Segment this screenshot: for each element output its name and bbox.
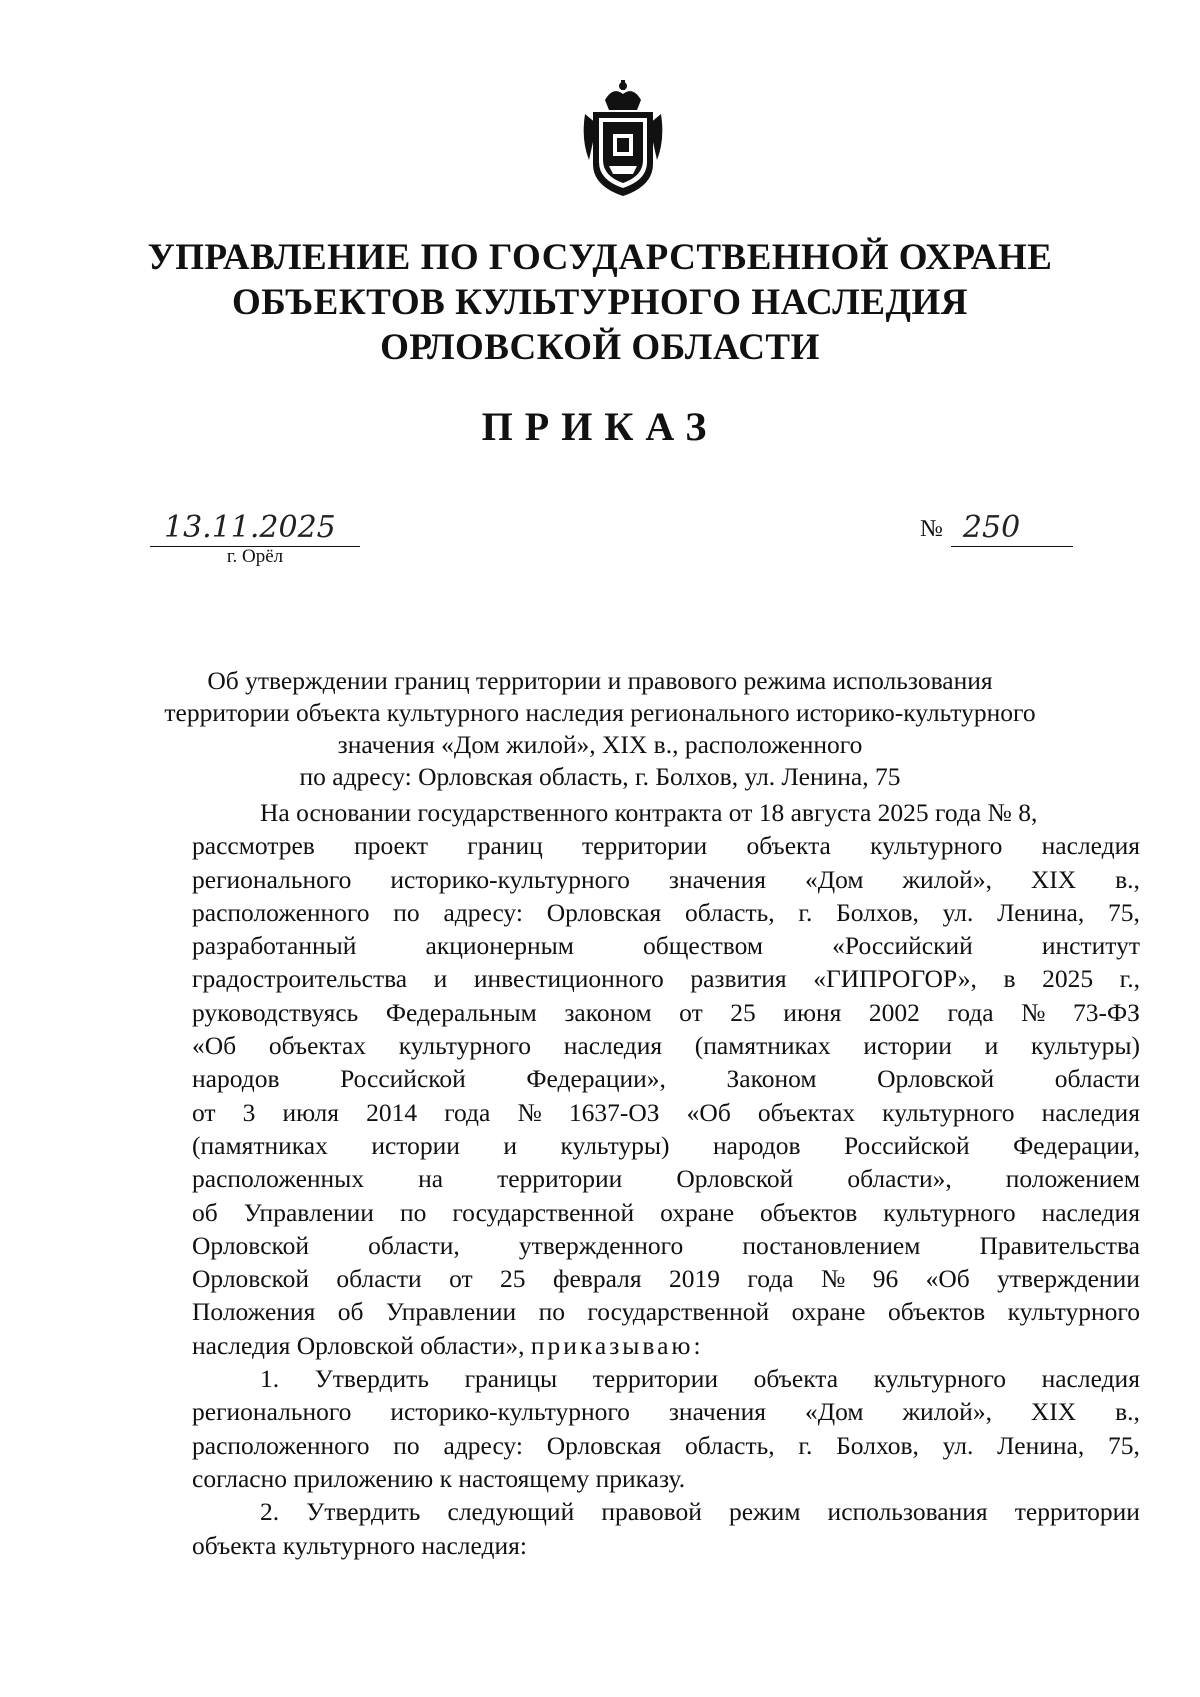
word: года [444, 1097, 491, 1127]
word: акционерным [425, 931, 574, 961]
document-type-title: ПРИКАЗ [481, 404, 719, 449]
word: на [418, 1164, 444, 1194]
text-line [192, 1395, 1140, 1428]
organization-name-line-2: ОБЪЕКТОВ КУЛЬТУРНОГО НАСЛЕДИЯ [232, 282, 968, 323]
word: ул. [942, 897, 974, 927]
word: по [393, 897, 420, 927]
word: Орловская [546, 1430, 662, 1460]
text-line [192, 1295, 1140, 1328]
word: Орловской [192, 1264, 310, 1294]
word: культуры) [1030, 1031, 1140, 1061]
word: области», [847, 1164, 952, 1194]
word: Утвердить [314, 1364, 429, 1394]
word: объекта [746, 831, 831, 861]
word: расположенных [192, 1164, 365, 1194]
number-sign: № [920, 516, 943, 542]
word: народов [192, 1064, 280, 1094]
document-subject [150, 665, 1050, 793]
word: № [517, 1097, 542, 1127]
word: от [449, 1264, 473, 1294]
word: территории [581, 831, 708, 861]
order-item-2-last-line: объекта культурного наследия: [192, 1530, 527, 1560]
word: (памятниках [192, 1130, 328, 1160]
document-number: 250 [951, 510, 1073, 547]
word: июня [783, 997, 842, 1027]
word: На основании государственного контракта от 18 августа 2025 года № 8, [260, 798, 1038, 827]
word: и [984, 1031, 999, 1061]
word: наследия [563, 1031, 663, 1061]
number-block [920, 510, 1073, 547]
word: и [503, 1130, 518, 1160]
word: инвестиционного [473, 964, 664, 994]
order-item-2 [192, 1495, 1140, 1528]
word: истории [371, 1130, 460, 1160]
word: режим [728, 1497, 801, 1527]
word: Болхов, [836, 1430, 919, 1460]
word: «Об [925, 1264, 970, 1294]
word: «Об [686, 1097, 731, 1127]
word: охране [660, 1197, 735, 1227]
word: значения [668, 1397, 767, 1427]
word: область, [685, 897, 775, 927]
text-line [192, 829, 1140, 862]
word: 25 [730, 997, 756, 1027]
word: культурного [883, 1197, 1016, 1227]
word: № [1021, 997, 1046, 1027]
word: руководствуясь [192, 997, 359, 1027]
word: наследия [1041, 1197, 1140, 1227]
word: историко-культурного [390, 864, 630, 894]
word: 2019 [669, 1264, 720, 1294]
word: постановлением [742, 1230, 921, 1260]
subject-line: по адресу: Орловская область, г. Болхов, ул. Ленина, 75 [299, 761, 901, 791]
word: рассмотрев [192, 831, 315, 861]
word: жилой», [902, 1397, 992, 1427]
word: ул. [942, 1430, 974, 1460]
date-block [150, 510, 360, 567]
word: объектах [268, 1031, 367, 1061]
word: культурного [870, 831, 1003, 861]
word: от [679, 997, 703, 1027]
text-line [192, 896, 1140, 929]
word: развития [690, 964, 787, 994]
word: расположенного [192, 1430, 370, 1460]
document-place: г. Орёл [226, 546, 284, 567]
word: градостроительства [192, 964, 408, 994]
word: Правительства [979, 1230, 1140, 1260]
word: Федеральным [385, 997, 537, 1027]
text-line [192, 1196, 1140, 1229]
text-line [192, 1362, 1140, 1395]
word: Управлении [385, 1297, 517, 1327]
organization-name-line-1: УПРАВЛЕНИЕ ПО ГОСУДАРСТВЕННОЙ ОХРАНЕ [147, 237, 1053, 278]
text-line [192, 1062, 1140, 1095]
word: объектах [757, 1097, 856, 1127]
word: 2. [260, 1497, 280, 1527]
word: объекта [753, 1364, 839, 1394]
word: жилой», [902, 864, 992, 894]
word: в., [1115, 864, 1140, 894]
word: области, [368, 1230, 460, 1260]
word: 2002 [868, 997, 920, 1027]
text-line [192, 1495, 1140, 1528]
word: охране [791, 1297, 866, 1327]
word: наследия [1041, 831, 1140, 861]
word: государственной [587, 1297, 770, 1327]
word: 2025 [1042, 964, 1094, 994]
word: 1637-ОЗ [568, 1097, 660, 1127]
word: обществом [643, 931, 764, 961]
word: Федерации», [526, 1064, 666, 1094]
document-date: 13.11.2025 [150, 510, 360, 547]
word: Орловской [676, 1164, 794, 1194]
word: об [337, 1297, 364, 1327]
word: законом [564, 997, 652, 1027]
word: 3 [242, 1097, 256, 1127]
word: г. [798, 1430, 813, 1460]
word: культурного [1007, 1297, 1140, 1327]
text-line [192, 1229, 1140, 1262]
word: г., [1119, 964, 1140, 994]
word: утвержденного [518, 1230, 684, 1260]
word: Законом [726, 1064, 817, 1094]
word: Управлении [243, 1197, 374, 1227]
word: Утвердить [306, 1497, 421, 1527]
subject-line: значения «Дом жилой», XIX в., расположенного [337, 729, 863, 759]
word: культурного [882, 1097, 1015, 1127]
word: регионального [192, 1397, 352, 1427]
word: в [1003, 964, 1016, 994]
preamble-last-text: наследия Орловской области», [192, 1330, 525, 1360]
word: Положения [192, 1297, 316, 1327]
word: 2014 [366, 1097, 418, 1127]
word: историко-культурного [390, 1397, 630, 1427]
text-line [192, 962, 1140, 995]
word: по [393, 1430, 420, 1460]
word: июля [282, 1097, 340, 1127]
word: утверждении [997, 1264, 1140, 1294]
word: Орловской [877, 1064, 995, 1094]
organization-name-line-3: ОРЛОВСКОЙ ОБЛАСТИ [380, 327, 820, 368]
word: Российской [340, 1064, 466, 1094]
word: «Дом [804, 1397, 864, 1427]
order-item-1-last-line: согласно приложению к настоящему приказу. [192, 1463, 686, 1493]
word: наследия [1041, 1097, 1140, 1127]
word: по [399, 1197, 427, 1227]
word: народов [713, 1130, 801, 1160]
word: в., [1115, 1397, 1140, 1427]
word: область, [685, 1430, 775, 1460]
subject-line: территории объекта культурного наследия регионального историко-культурного [164, 697, 1036, 727]
word: институт [1041, 931, 1140, 961]
word: Болхов, [836, 897, 919, 927]
text-line [192, 1429, 1140, 1462]
word: истории [863, 1031, 952, 1061]
text-line [192, 863, 1140, 896]
word: следующий [447, 1497, 575, 1527]
document-body [192, 796, 1140, 1562]
text-line [192, 1029, 1140, 1062]
text-line [192, 1162, 1140, 1195]
word: от [192, 1097, 216, 1127]
text-line [192, 929, 1140, 962]
word: значения [668, 864, 767, 894]
word: года [747, 1264, 794, 1294]
word: границ [467, 831, 543, 861]
word: 75, [1108, 1430, 1140, 1460]
text-line [192, 1129, 1140, 1162]
word: границы [464, 1364, 558, 1394]
word: регионального [192, 864, 352, 894]
word: «Российский [832, 931, 973, 961]
word: «Дом [804, 864, 864, 894]
word: по [538, 1297, 565, 1327]
word: № [820, 1264, 846, 1294]
word: XIX [1030, 864, 1077, 894]
word: правовой [601, 1497, 702, 1527]
word: положением [1005, 1164, 1140, 1194]
word: территории [1014, 1497, 1140, 1527]
word: использования [827, 1497, 988, 1527]
word: «ГИПРОГОР», [813, 964, 977, 994]
word: г. [798, 897, 813, 927]
word: области [1054, 1064, 1140, 1094]
order-item-1 [192, 1362, 1140, 1462]
word: Российской [843, 1130, 970, 1160]
word: февраля [552, 1264, 642, 1294]
word: Федерации, [1013, 1130, 1140, 1160]
word: «Об [192, 1031, 237, 1061]
word: XIX [1030, 1397, 1077, 1427]
word: Орловской [192, 1230, 310, 1260]
word: государственной [452, 1197, 635, 1227]
preamble-last-line [192, 1329, 1140, 1362]
word: адресу: [443, 1430, 523, 1460]
word: объектов [760, 1197, 858, 1227]
text-line [192, 996, 1140, 1029]
text-line [192, 796, 1140, 829]
word: 75, [1108, 897, 1140, 927]
word: Ленина, [997, 897, 1085, 927]
word: расположенного [192, 897, 370, 927]
word: территории [592, 1364, 718, 1394]
text-line [192, 1262, 1140, 1295]
word: Ленина, [997, 1430, 1085, 1460]
word: 25 [500, 1264, 526, 1294]
word: 1. [260, 1364, 280, 1394]
word: и [433, 964, 448, 994]
preamble [192, 796, 1140, 1329]
word: 73-ФЗ [1072, 997, 1140, 1027]
word: года [947, 997, 994, 1027]
word: (памятниках [694, 1031, 831, 1061]
word: разработанный [192, 931, 357, 961]
order-word: приказываю: [530, 1330, 704, 1360]
word: наследия [1041, 1364, 1140, 1394]
word: культурного [873, 1364, 1006, 1394]
word: объектов [887, 1297, 986, 1327]
word: адресу: [443, 897, 523, 927]
word: области [336, 1264, 422, 1294]
text-line [192, 1096, 1140, 1129]
word: об [192, 1197, 218, 1227]
word: Орловская [546, 897, 662, 927]
word: территории [497, 1164, 623, 1194]
word: проект [354, 831, 429, 861]
word: культуры) [560, 1130, 670, 1160]
word: 96 [872, 1264, 899, 1294]
coat-of-arms-emblem [575, 80, 671, 198]
word: культурного [398, 1031, 532, 1061]
subject-line: Об утверждении границ территории и правового режима использования [207, 666, 993, 695]
